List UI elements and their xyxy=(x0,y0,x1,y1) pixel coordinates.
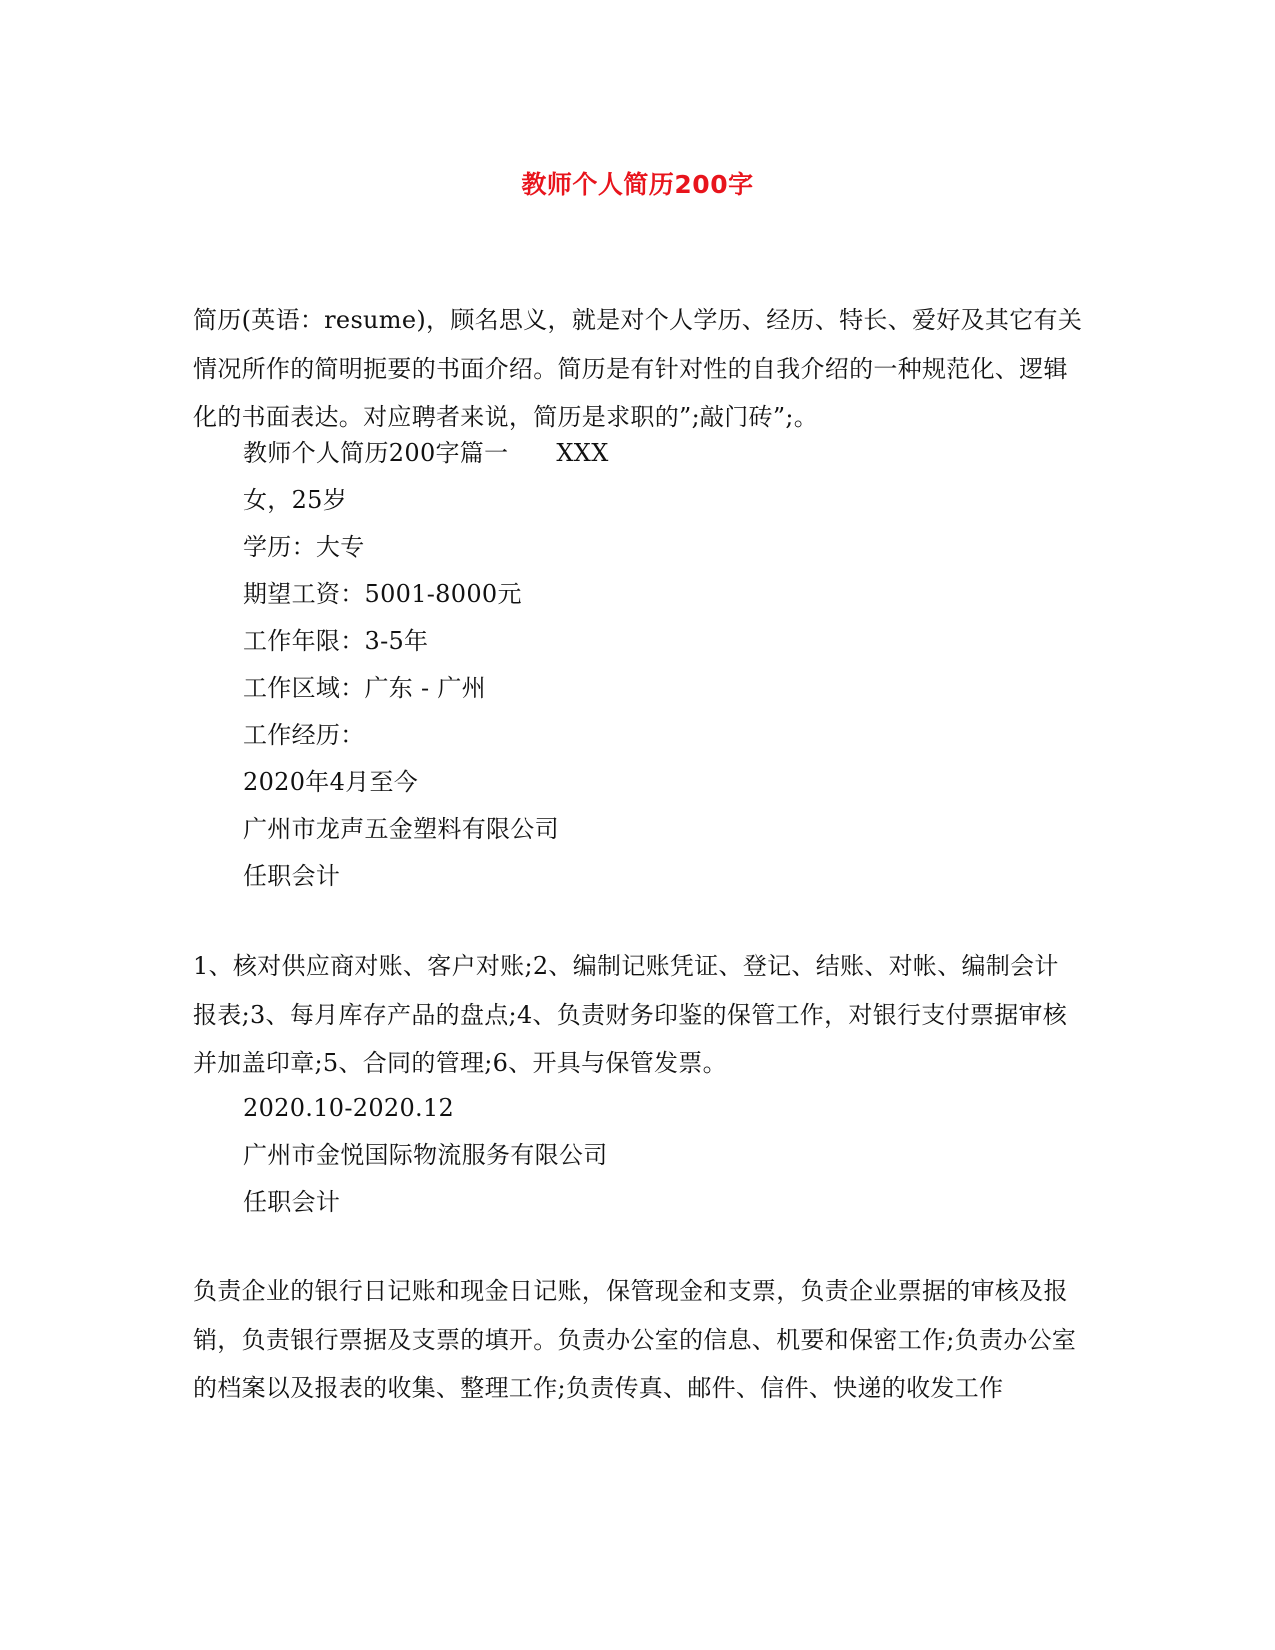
profile-education: 学历：大专 xyxy=(243,533,365,561)
profile-name: XXX xyxy=(556,439,609,467)
job-2-duties: 负责企业的银行日记账和现金日记账，保管现金和支票，负责企业票据的审核及报销，负责银行票据及支票的填开。负责办公室的信息、机要和保密工作;负责办公室的档案以及报表的收集、整理工作;负责传真、邮件、信件、快递的收发工作 xyxy=(193,1277,1077,1402)
experience-label: 工作经历： xyxy=(243,721,365,749)
profile-heading-line xyxy=(243,436,609,470)
job-1-duties: 1、核对供应商对账、客户对账;2、编制记账凭证、登记、结账、对帐、编制会计报表;3、每月库存产品的盘点;4、负责财务印鉴的保管工作，对银行支付票据审核并加盖印章;5、合同的管理;6、开具与保管发票。 xyxy=(193,952,1068,1077)
profile-salary: 期望工资：5001-8000元 xyxy=(243,580,522,608)
intro-paragraph: 简历(英语：resume)，顾名思义，就是对个人学历、经历、特长、爱好及其它有关情况所作的简明扼要的书面介绍。简历是有针对性的自我介绍的一种规范化、逻辑化的书面表达。对应聘者来说，简历是求职的”;敲门砖”;。 xyxy=(193,306,1083,431)
job-1-position: 任职会计 xyxy=(243,862,341,890)
job-1-period: 2020年4月至今 xyxy=(243,768,419,796)
profile-gender-age: 女，25岁 xyxy=(243,486,348,514)
job-2-position: 任职会计 xyxy=(243,1188,341,1216)
document-title: 教师个人简历200字 xyxy=(521,170,754,199)
profile-years: 工作年限：3-5年 xyxy=(243,627,429,655)
profile-heading: 教师个人简历200字篇一 xyxy=(243,439,509,467)
job-2-period: 2020.10-2020.12 xyxy=(243,1094,455,1122)
job-2-company: 广州市金悦国际物流服务有限公司 xyxy=(243,1141,608,1169)
job-1-company: 广州市龙声五金塑料有限公司 xyxy=(243,815,559,843)
profile-region: 工作区域：广东 - 广州 xyxy=(243,674,486,702)
